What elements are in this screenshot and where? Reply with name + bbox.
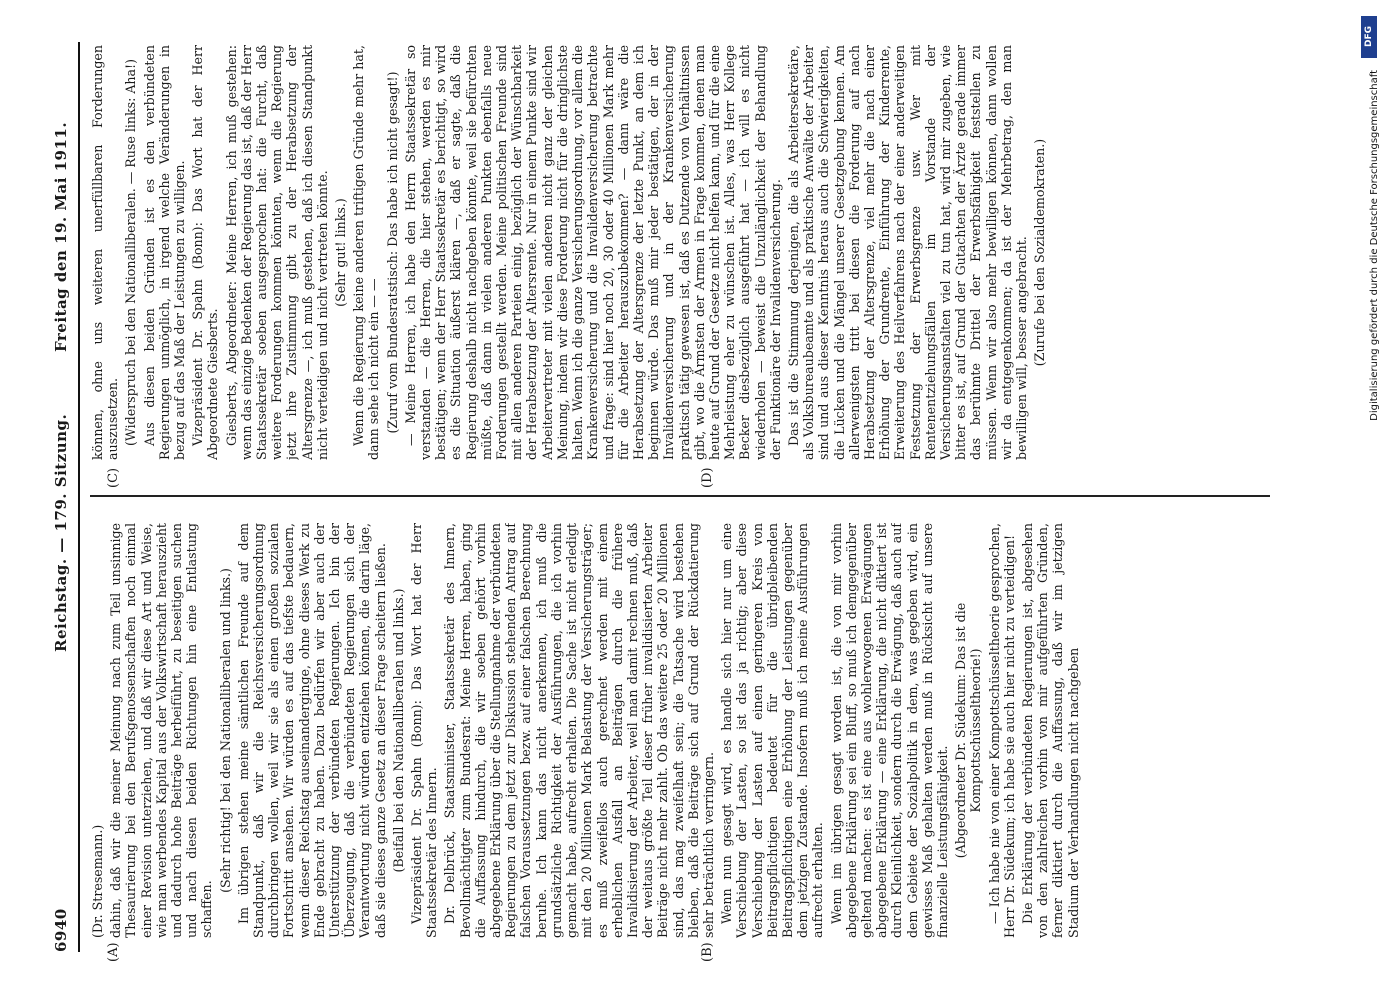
paragraph: können, ohne uns weiteren unerfüllbaren Forderungen auszusetzen. — [90, 45, 121, 460]
left-text-column — [90, 523, 1270, 938]
paragraph: Vizepräsident Dr. Spahn (Bonn): Das Wort hat der Herr Staatssekretär des Innern. — [409, 523, 440, 938]
section-marker-b: (B) — [700, 942, 715, 962]
section-marker-a: (A) — [106, 942, 121, 962]
paragraph: Wenn nun gesagt wird, es handle sich hier nur um eine Verschiebung der Lasten, so ist das ja richtig; aber diese Verschiebung der Lasten auf einen geringeren Kreis von Beitragspflichtigen bedeutet für die übrigbleibenden Beitragspflichtigen eine Erhöhung der Leistungen gegenüber dem jetzigen Zustande. Insofern muß ich meine Ausführungen aufrecht erhalten. — [719, 523, 826, 938]
paragraph: (Dr. Stresemann.) — [90, 824, 105, 938]
paragraph: Die Erklärung der verbündeten Regierungen ist, abgesehen von den zahlreichen vorhin von mir aufgeführten Gründen, ferner diktiert durch die Auffassung, daß wir im jetzigen Stadium der Verhandlungen nicht nachgeben — [1019, 523, 1081, 938]
paragraph: Dr. Delbrück, Staatsminister, Staatssekretär des Innern, Bevollmächtigter zum Bundesrat: Meine Herren, haben, ging die Auffassung hindurch, die wir soeben gehört vorhin abgegebene Erklärung über die Stellungnahme der verbündeten Regierungen zu dem jetzt zur Diskussion stehenden Antrag auf falschen Voraussetzungen bezw. auf einer falschen Berechnung beruhe. Ich kann das nicht anerkennen, ich muß die grundsätzliche Richtigkeit der Ausführungen, die ich vorhin gemacht habe, aufrecht erhalten. Die Sache ist nicht erledigt mit den 20 Millionen Mark Belastung der Versicherungsträger; es muß zweifellos auch gerechnet werden mit einem erheblichen Ausfall an Beiträgen durch die frühere Invalidisierung der Arbeiter, weil man damit rechnen muß, daß der weitaus größte Teil dieser früher invalidisierten Arbeiter Beiträge nicht mehr zahlt. Ob das weitere 25 oder 20 Millionen sind, das mag zweifelhaft sein; die Tatsache wird bestehen bleiben, daß die Beiträge sich auf Grund der Rückdatierung sehr beträchtlich verringern. — [442, 523, 716, 938]
page-title: Reichstag. — 179. Sitzung. — [52, 413, 70, 652]
paragraph: Vizepräsident Dr. Spahn (Bonn): Das Wort hat der Herr Abgeordnete Giesberts. — [190, 45, 221, 460]
paragraph: (Sehr gut! links.) — [333, 198, 349, 307]
paragraph: Wenn im übrigen gesagt worden ist, die von mir vorhin abgegebene Erklärung sei ein Bluff, so muß ich demgegenüber geltend machen: es ist eine aus wohlerwogenen Erwägungen abgegebene Erklärung — eine Erklärung, die nicht diktiert ist durch Kleinlichkeit, sondern durch die Erwägung, daß auch auf dem Gebiete der Sozialpolitik in dem, was gegeben wird, ein gewisses Maß gehalten werden muß in Rücksicht auf unsere finanzielle Leistungsfähigkeit. — [828, 523, 950, 938]
paragraph: (Sehr richtig! bei den Nationalliberalen und links.) — [217, 568, 233, 893]
paragraph: — Meine Herren, ich habe den Herrn Staatssekretär so verstanden — die Herren, die hier stehen, werden es mir bestätigen; wenn der Herr Staatssekretär es berichtigt, so wird es die Situation äußerst klären —, daß er sagte, daß die Regierung deshalb nicht nachgeben könnte, weil sie befürchten müßte, daß dann in vielen anderen Punkten ebenfalls neue Forderungen gestellt werden. Meine politischen Freunde sind mit allen anderen Parteien einig, bezüglich der Wünschbarkeit der Herabsetzung der Altersrente. Nur in einem Punkte sind wir Arbeitervertreter mit vielen anderen nicht ganz der gleichen Meinung, indem wir diese Forderung nicht für die dringlichste halten. Wenn ich die ganze Versicherungsordnung, vor allem die Krankenversicherung und die Invalidenversicherung betrachte und frage: sind hier noch 20, 30 oder 40 Millionen Mark mehr für die Arbeiter herauszubekommen? — dann wäre die Herabsetzung der Altersgrenze der letzte Punkt, an dem ich beginnen würde. Das muß mir jeder bestätigen, der in der Invalidenversicherung und in der Krankenversicherung praktisch tätig gewesen ist, daß es Dutzende von Verhältnissen gibt, wo die Ärmsten der Armen in Frage kommen, denen man heute auf Grund der Gesetze nicht helfen kann, und für die eine Mehrleistung eher zu wünschen ist. Alles, was Herr Kollege Becker diesbezüglich ausgeführt hat — ich will es nicht wiederholen — beweist die Unzulänglichkeit der Behandlung der Funktionäre der Invalidenversicherung. — [402, 45, 783, 460]
paragraph: (Widerspruch bei den Nationalliberalen. — Ruse links: Aha!) — [123, 58, 139, 447]
section-marker-d: (D) — [700, 467, 715, 488]
page-date: Freitag den 19. Mai 1911. — [52, 121, 70, 352]
paragraph: Giesberts, Abgeordneter: Meine Herren, ich muß gestehen: wenn das einzige Bedenken der Regierung das ist, daß der Herr Staatssekretär soeben ausgesprochen hat: die Furcht, daß weitere Forderungen kommen könnten, wenn die Regierung jetzt ihre Zustimmung gibt zu der Herabsetzung der Altersgrenze —, ich muß gestehen, daß ich diesen Standpunkt nicht verteidigen und nicht vertreten könnte. — [223, 45, 330, 460]
paragraph: Das ist die Stimmung derjenigen, die als Arbeitersekretäre, als Volksbureaubeamte und als praktische Anwälte der Arbeiter sind und aus dieser Kenntnis heraus auch die Schwierigkeiten, die Lücken und die Mängel unserer Gesetzgebung kennen. Am allerwenigsten tritt bei diesen die Forderung auf nach Herabsetzung der Altersgrenze, viel mehr die nach einer Erhöhung der Grundrente, Einführung der Kinderrente, Erweiterung des Heilverfahrens nach der einer anderweitigen Festsetzung der Erwerbsgrenze usw. Wer mit Rentenentziehungsfällen im Vorstande der Versicherungsanstalten viel zu tun hat, wird mir zugeben, wie bitter es ist, auf Grund der Gutachten der Ärzte gerade immer das berühmte Drittel der Erwerbsfähigkeit feststellen zu müssen. Wenn wir also mehr bewilligen können, dann wollen wir da entgegenkommen; da ist der Mehrbetrag, den man bewilligen will, besser angebracht. — [785, 45, 1029, 460]
paragraph: (Beifall bei den Nationalliberalen und links.) — [390, 588, 406, 873]
credit-text: Digitalisierung gefördert durch die Deutsche Forschungsgemeinschaft — [1369, 70, 1380, 421]
paragraph: dahin, daß wir die meiner Meinung nach zum Teil unsinnige Thesaurierung bei den Berufsgenossenschaften noch einmal einer Revision unterziehen, und daß wir diese Art und Weise, wie man werbendes Kapital aus der Volkswirtschaft herauszieht und dadurch hohe Beiträge herbeiführt, zu beseitigen suchen und nach diesen beiden Richtungen hin eine Entlastung schaffen. — [108, 523, 215, 938]
page-header — [48, 42, 80, 952]
paragraph: (Zurufe bei den Sozialdemokraten.) — [1032, 138, 1048, 367]
dfg-logo: DFG — [1361, 16, 1377, 58]
paragraph: — Ich habe nie von einer Kompottschüsseltheorie gesprochen, Herr Dr. Südekum; ich habe sie auch hier nicht zu verteidigen! — [986, 523, 1017, 938]
paragraph: Im übrigen stehen meine sämtlichen Freunde auf dem Standpunkt, daß wir die Reichsversicherungsordnung durchbringen wollen, weil wir sie als einen großen sozialen Fortschritt ansehen. Wir würden es auf das tiefste bedauern, wenn dieser Reichstag auseinanderginge, ohne dieses Werk zu Ende gebracht zu haben. Dazu bedürfen wir aber auch der Unterstützung der verbündeten Regierungen. Ich bin der Überzeugung, daß die verbündeten Regierungen sich der Verantwortung nicht würden entziehen können, die darin läge, daß sie dieses ganze Gesetz an dieser Frage scheitern ließen. — [235, 523, 388, 938]
right-text-column — [90, 45, 1270, 460]
column-divider — [90, 495, 1270, 497]
paragraph: (Abgeordneter Dr. Südekum: Das ist die Kompottschüsseltheorie!) — [953, 602, 984, 859]
paragraph: Wenn die Regierung keine anderen triftigen Gründe mehr hat, dann sehe ich nicht ein — — — [351, 45, 382, 460]
page-number: 6940 — [52, 908, 70, 952]
paragraph: Aus diesen beiden Gründen ist es den verbündeten Regierungen unmöglich, in irgend welche Veränderungen in bezug auf das Maß der Leistungen zu willigen. — [141, 45, 188, 460]
section-marker-c: (C) — [106, 467, 121, 488]
paragraph: (Zuruf vom Bundesratstisch: Das habe ich nicht gesagt!) — [384, 71, 400, 434]
digitization-credit — [1359, 10, 1379, 990]
